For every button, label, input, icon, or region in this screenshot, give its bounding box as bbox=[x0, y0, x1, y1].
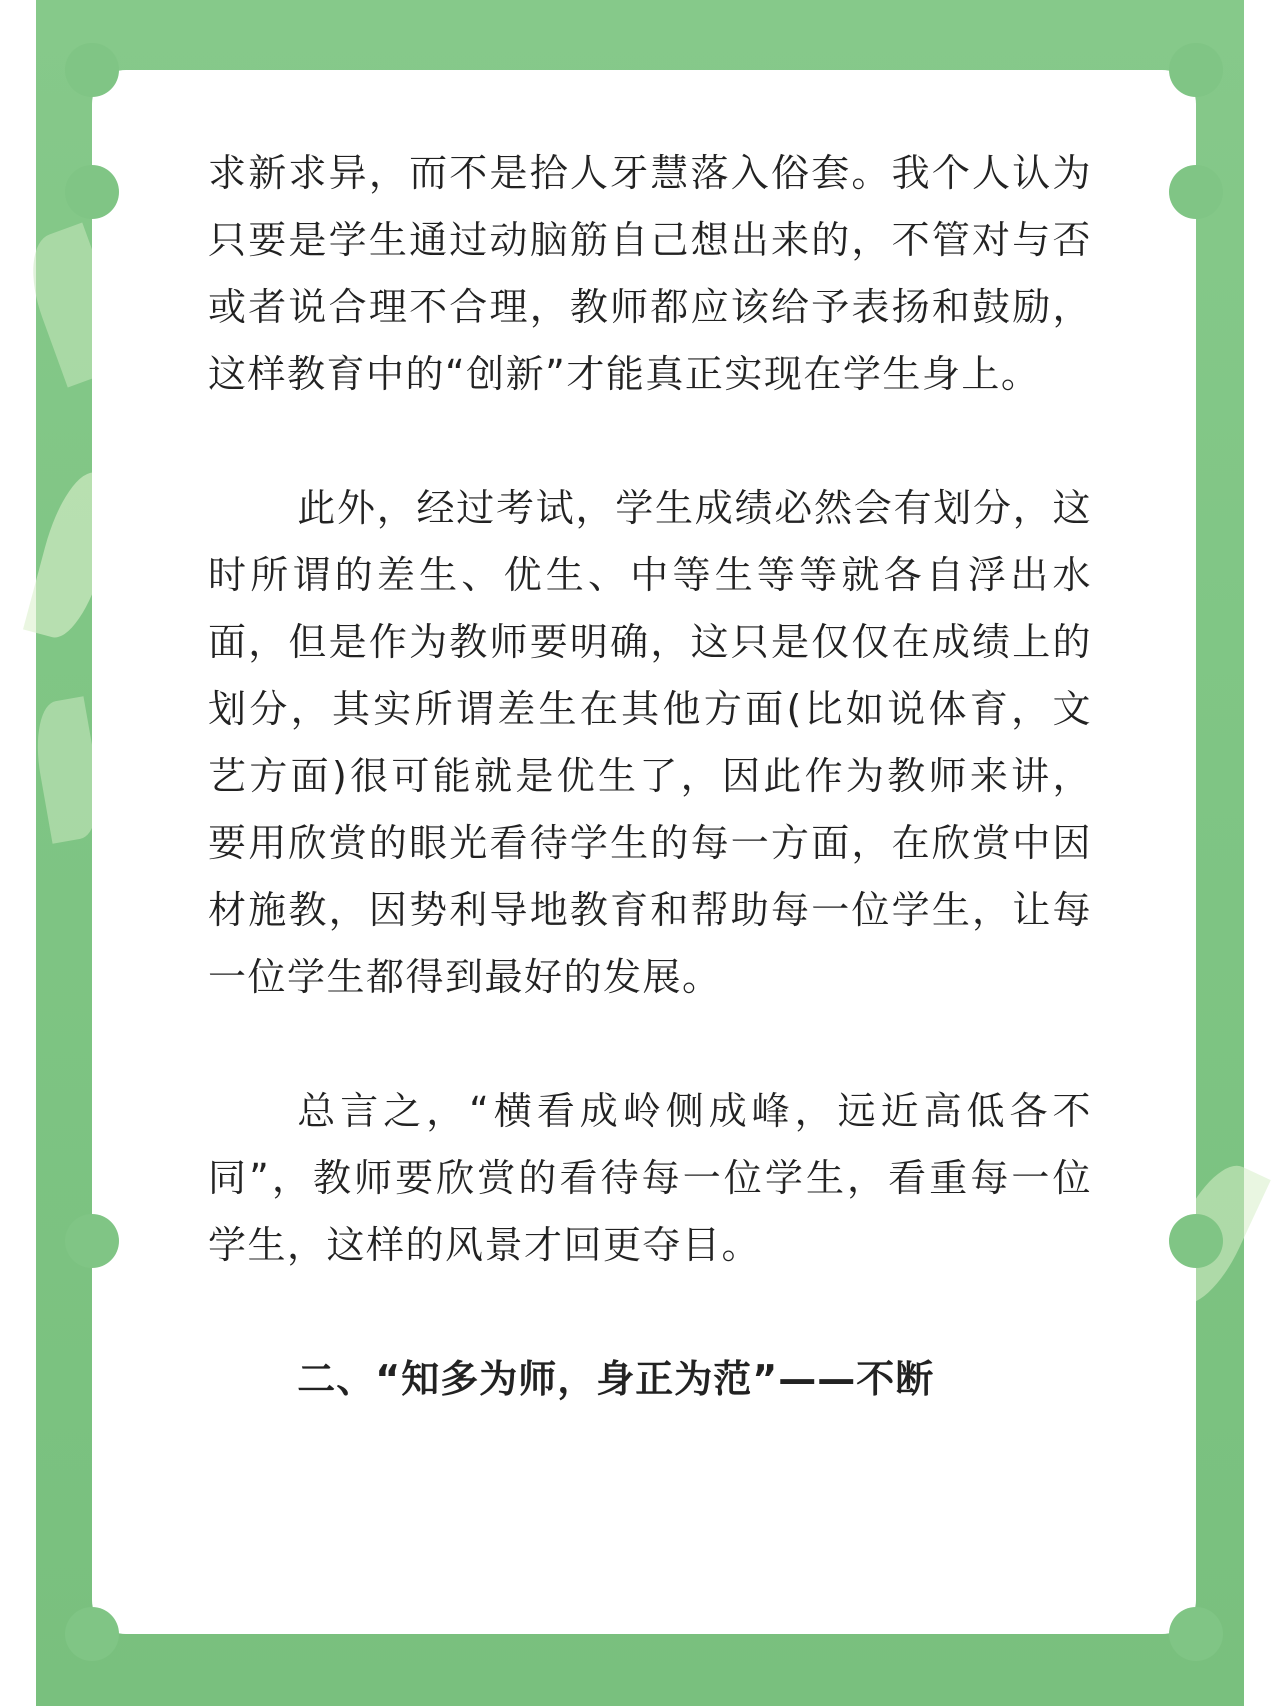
paragraph-conclusion: 总言之，“横看成岭侧成峰，远近高低各不同”，教师要欣赏的看待每一位学生，看重每一位学生，这样的风景才回更夺目。 bbox=[208, 1089, 1092, 1267]
card-notch bbox=[65, 1607, 119, 1661]
paragraph-innovation: 求新求异，而不是拾人牙慧落入俗套。我个人认为只要是学生通过动脑筋自己想出来的，不管对与否或者说合理不合理，教师都应该给予表扬和鼓励，这样教育中的“创新”才能真正实现在学生身上。 bbox=[208, 151, 1092, 396]
card-notch bbox=[1169, 165, 1223, 219]
paragraph-grades: 此外，经过考试，学生成绩必然会有划分，这时所谓的差生、优生、中等生等等就各自浮出水面，但是作为教师要明确，这只是仅仅在成绩上的划分，其实所谓差生在其他方面(比如说体育，文艺方面)很可能就是优生了，因此作为教师来讲，要用欣赏的眼光看待学生的每一方面，在欣赏中因材施教，因势利导地教育和帮助每一位学生，让每一位学生都得到最好的发展。 bbox=[208, 486, 1092, 999]
article-body bbox=[208, 140, 1092, 1413]
card-notch bbox=[1169, 1214, 1223, 1268]
paragraph-gap bbox=[208, 1011, 1092, 1078]
card-notch bbox=[65, 43, 119, 97]
section-heading: 二、“知多为师，身正为范”——不断 bbox=[297, 1357, 935, 1401]
card-notch bbox=[65, 165, 119, 219]
card-notch bbox=[65, 1214, 119, 1268]
paragraph-gap bbox=[208, 408, 1092, 475]
card-notch bbox=[1169, 1607, 1223, 1661]
card-notch bbox=[1169, 43, 1223, 97]
paragraph-gap bbox=[208, 1279, 1092, 1346]
